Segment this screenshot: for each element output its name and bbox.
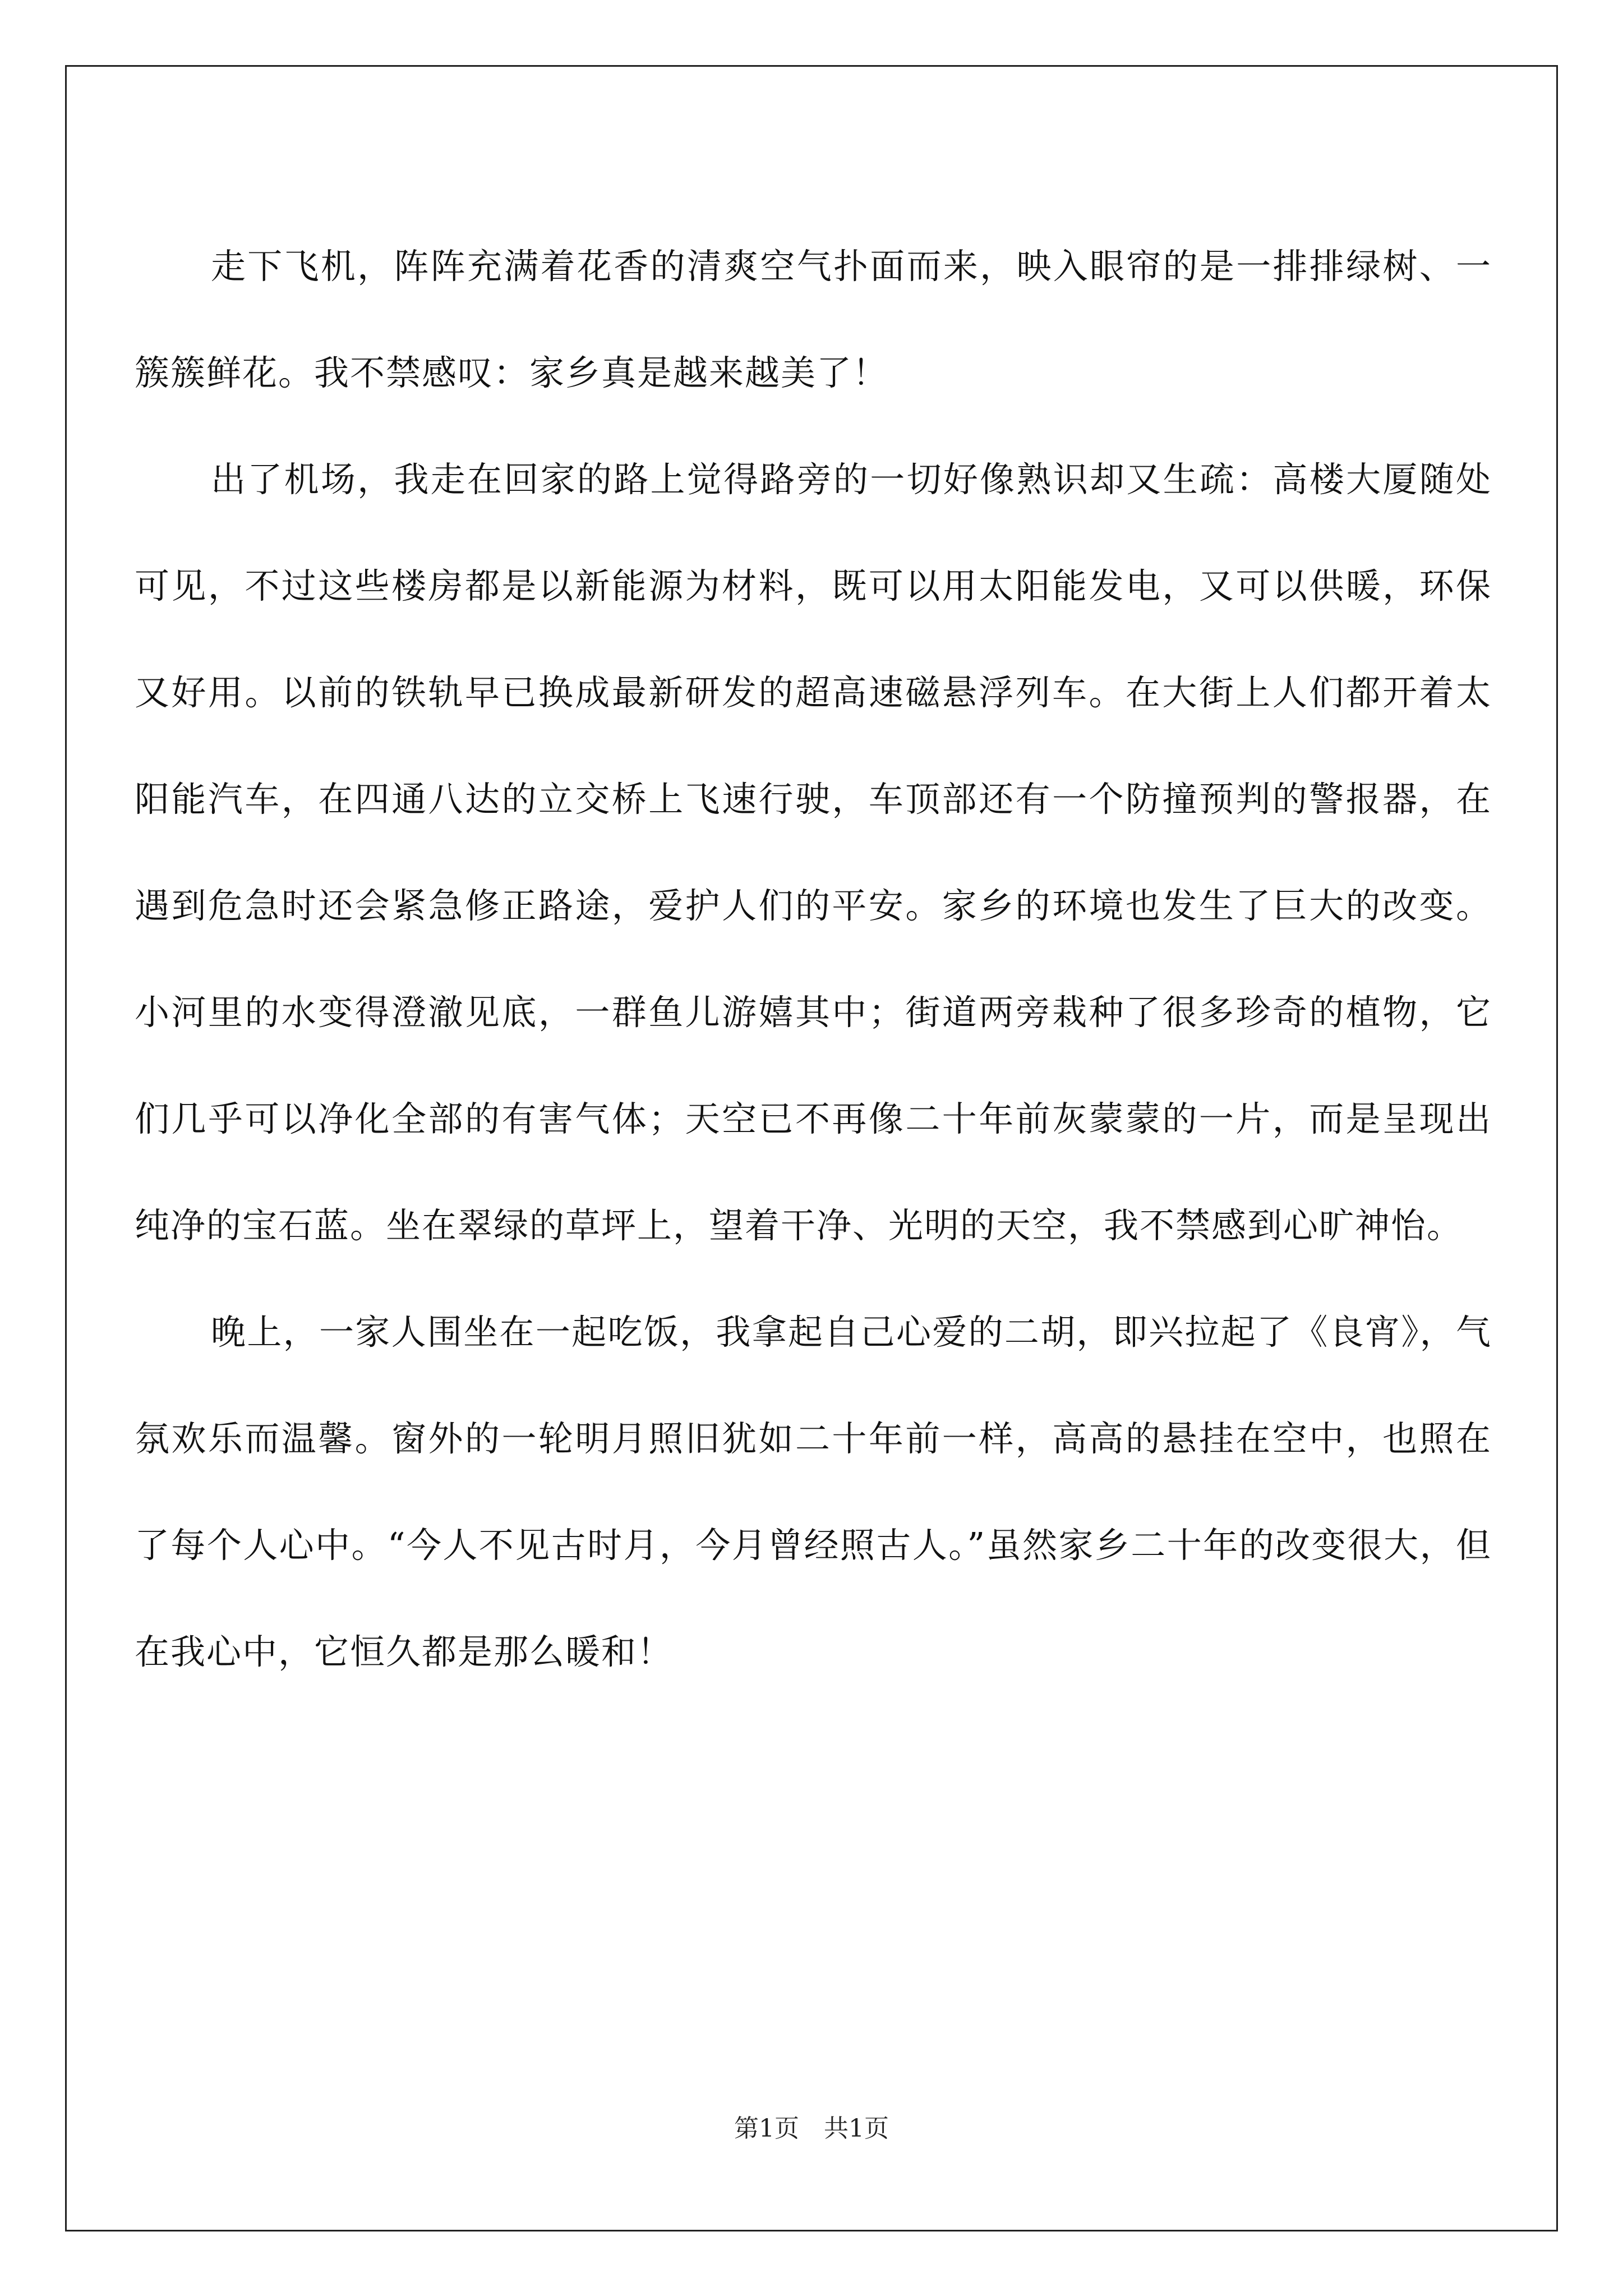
document-body [135, 213, 1492, 1705]
paragraph-3: 晚上，一家人围坐在一起吃饭，我拿起自己心爱的二胡，即兴拉起了《良宵》，气氛欢乐而温馨。窗外的一轮明月照旧犹如二十年前一样，高高的悬挂在空中，也照在了每个人心中。“今人不见古时月，今月曾经照古人。”虽然家乡二十年的改变很大，但在我心中，它恒久都是那么暖和！ [135, 1312, 1492, 1672]
paragraph-2: 出了机场，我走在回家的路上觉得路旁的一切好像熟识却又生疏：高楼大厦随处可见，不过这些楼房都是以新能源为材料，既可以用太阳能发电，又可以供暖，环保又好用。以前的铁轨早已换成最新研发的超高速磁悬浮列车。在大街上人们都开着太阳能汽车，在四通八达的立交桥上飞速行驶，车顶部还有一个防撞预判的警报器，在遇到危急时还会紧急修正路途，爱护人们的平安。家乡的环境也发生了巨大的改变。小河里的水变得澄澈见底，一群鱼儿游嬉其中；街道两旁栽种了很多珍奇的植物，它们几乎可以净化全部的有害气体；天空已不再像二十年前灰蒙蒙的一片，而是呈现出纯净的宝石蓝。坐在翠绿的草坪上，望着干净、光明的天空，我不禁感到心旷神怡。 [135, 459, 1492, 1246]
paragraph-1: 走下飞机，阵阵充满着花香的清爽空气扑面而来，映入眼帘的是一排排绿树、一簇簇鲜花。我不禁感叹：家乡真是越来越美了！ [135, 246, 1492, 393]
page-number: 第1页 共1页 [734, 2114, 889, 2143]
